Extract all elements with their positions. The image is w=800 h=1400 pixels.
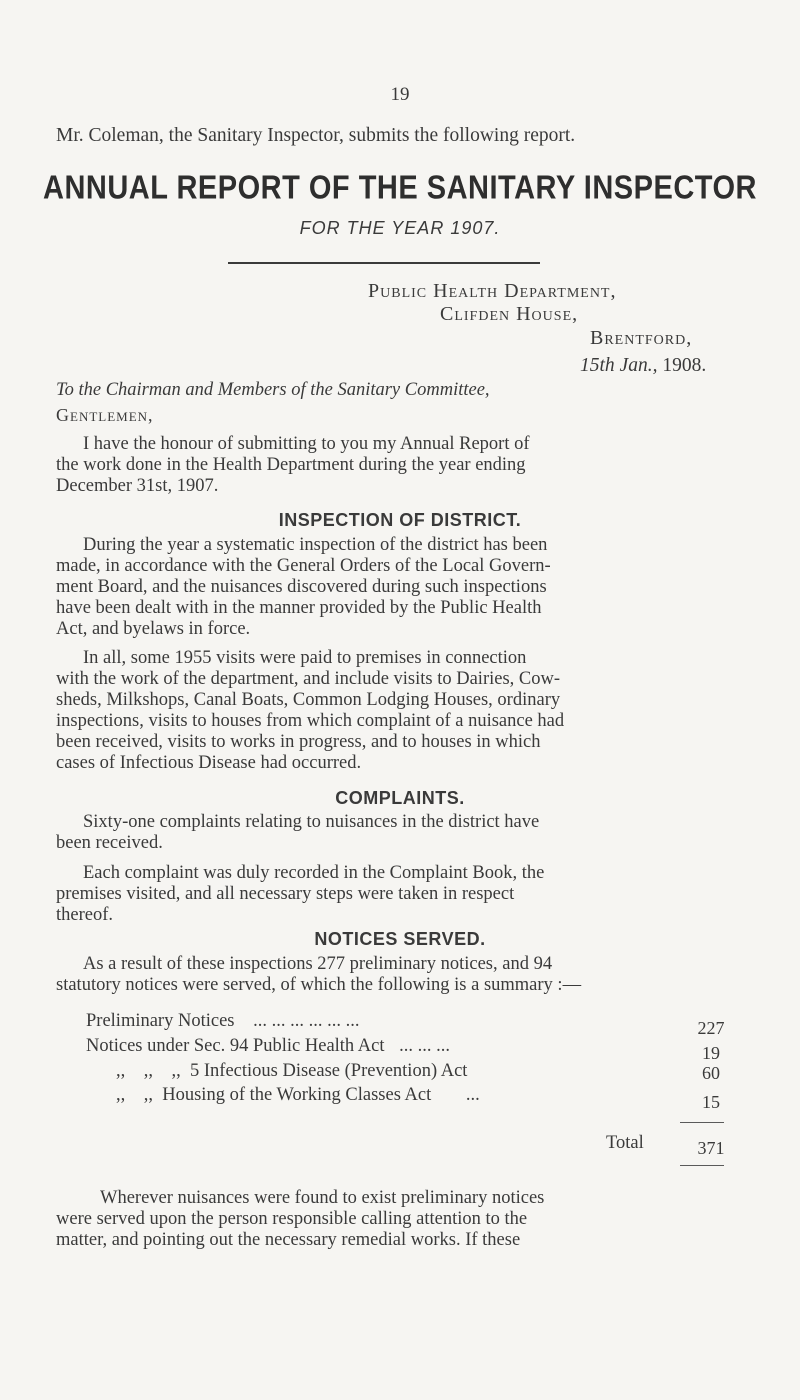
report-title: ANNUAL REPORT OF THE SANITARY INSPECTOR (43, 169, 757, 207)
summary-value-infectious: 60 (702, 1063, 720, 1083)
paragraph-1: I have the honour of submitting to you my Annual Report of the work done in the Health Department during the year ending December 31st, 1907. (56, 434, 530, 496)
total-label: Total (606, 1133, 644, 1153)
summary-value-housing: 15 (702, 1092, 720, 1112)
address-line-2: Clifden House, (440, 303, 579, 325)
summary-row-housing (116, 1085, 480, 1106)
date-year: 1908. (657, 355, 707, 376)
paragraph-4: Sixty-one complaints relating to nuisances in the district have been received. (56, 812, 540, 853)
summary-label: ,, ,, Housing of the Working Classes Act (116, 1085, 432, 1105)
total-rule-top (680, 1122, 724, 1123)
total-rule-bottom (680, 1165, 724, 1166)
paragraph-2: During the year a systematic inspection of the district has been made, in accordance with the General Orders of the Local Govern- ment Board, and the nuisances discovered during such inspections have been dealt with in the manner provided by the Public Health Act, and byelaws in force. (56, 535, 551, 639)
heading-complaints: COMPLAINTS. (335, 788, 465, 808)
address-date (580, 355, 706, 377)
paragraph-7: Wherever nuisances were found to exist preliminary notices were served upon the person responsible calling attention to the matter, and pointing out the necessary remedial works. If these (56, 1188, 545, 1250)
address-line-1: Public Health Department, (368, 280, 617, 302)
summary-row-infectious (116, 1061, 467, 1082)
salutation-to: To the Chairman and Members of the Sanitary Committee, (56, 380, 490, 400)
summary-row-preliminary (86, 1011, 359, 1032)
date-day: 15th Jan., (580, 355, 658, 376)
page-number: 19 (390, 84, 410, 105)
salutation: Gentlemen, (56, 405, 154, 425)
title-rule (228, 262, 540, 264)
total-value: 371 (697, 1138, 725, 1158)
summary-label: Preliminary Notices (86, 1011, 235, 1031)
summary-value-preliminary: 227 (697, 1018, 725, 1038)
paragraph-3: In all, some 1955 visits were paid to premises in connection with the work of the department, and include visits to Dairies, Cow- sheds, Milkshops, Canal Boats, Common Lodging Houses, ordinary inspections, visits to houses from which complaint of a nuisance had been received, visits to works in progress, and to houses in which cases of Infectious Disease had occurred. (56, 648, 565, 773)
summary-value-sec94: 19 (702, 1043, 720, 1063)
report-subtitle: FOR THE YEAR 1907. (299, 218, 501, 238)
intro-line: Mr. Coleman, the Sanitary Inspector, submits the following report. (56, 125, 576, 146)
summary-dots: ... ... ... (399, 1036, 451, 1056)
summary-label: Notices under Sec. 94 Public Health Act (86, 1036, 385, 1056)
address-line-3: Brentford, (590, 327, 693, 349)
summary-dots: ... ... ... ... ... ... (253, 1011, 360, 1031)
summary-label: ,, ,, ,, 5 Infectious Disease (Prevention) Act (116, 1061, 468, 1081)
summary-row-sec94 (86, 1036, 450, 1057)
paragraph-6: As a result of these inspections 277 preliminary notices, and 94 statutory notices were served, of which the following is a summary :— (56, 954, 582, 995)
heading-inspection: INSPECTION OF DISTRICT. (278, 510, 522, 530)
summary-dots: ... (465, 1085, 480, 1105)
heading-notices: NOTICES SERVED. (314, 929, 486, 949)
paragraph-5: Each complaint was duly recorded in the Complaint Book, the premises visited, and all necessary steps were taken in respect thereof. (56, 863, 545, 925)
